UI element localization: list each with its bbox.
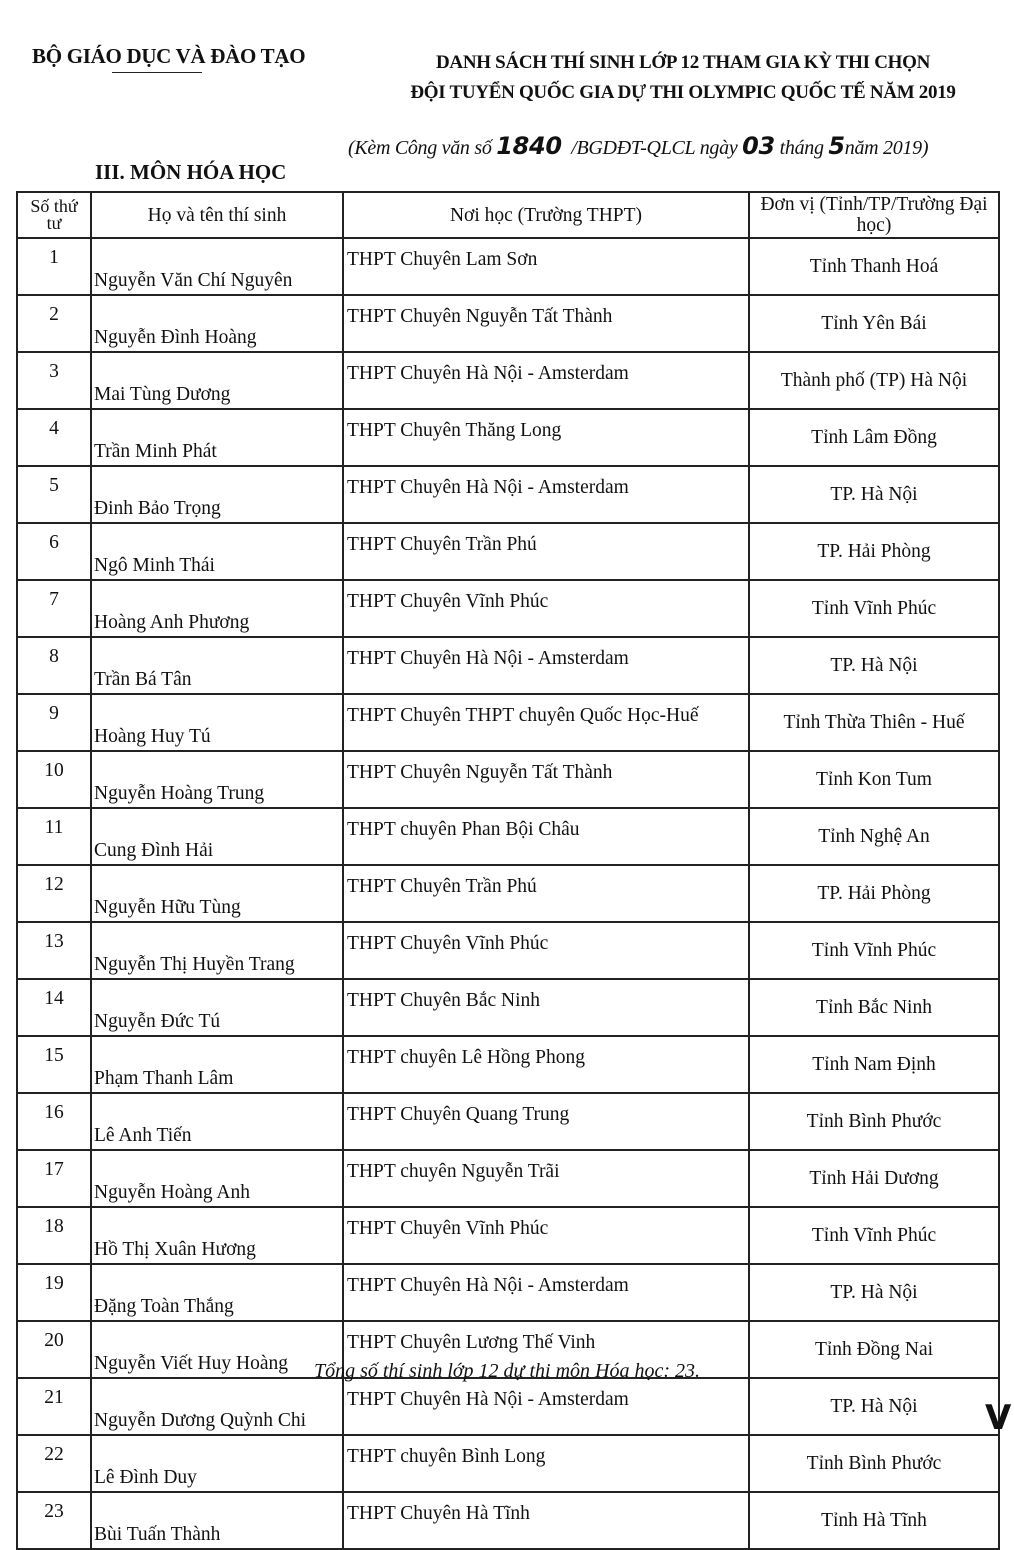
candidate-name: Bùi Tuấn Thành <box>91 1492 343 1549</box>
candidate-name: Nguyễn Hoàng Trung <box>91 751 343 808</box>
row-number: 10 <box>17 751 91 808</box>
school-name: THPT Chuyên Hà Nội - Amsterdam <box>343 637 749 694</box>
row-number: 1 <box>17 238 91 295</box>
table-row <box>17 1264 999 1321</box>
school-name: THPT Chuyên Hà Nội - Amsterdam <box>343 466 749 523</box>
table-row <box>17 1207 999 1264</box>
unit-name: TP. Hà Nội <box>749 637 999 694</box>
unit-name: Tỉnh Bình Phước <box>749 1435 999 1492</box>
unit-name: Tỉnh Thanh Hoá <box>749 238 999 295</box>
table-row <box>17 466 999 523</box>
candidate-name: Nguyễn Viết Huy Hoàng <box>91 1321 343 1378</box>
section-title: III. MÔN HÓA HỌC <box>95 160 287 184</box>
row-number: 21 <box>17 1378 91 1435</box>
row-number: 20 <box>17 1321 91 1378</box>
unit-name: Tỉnh Nghệ An <box>749 808 999 865</box>
ref-prefix: (Kèm Công văn số <box>348 137 497 159</box>
table-row <box>17 865 999 922</box>
row-number: 4 <box>17 409 91 466</box>
row-number: 16 <box>17 1093 91 1150</box>
row-number: 8 <box>17 637 91 694</box>
candidate-name: Trần Bá Tân <box>91 637 343 694</box>
table-row <box>17 1435 999 1492</box>
unit-name: TP. Hải Phòng <box>749 523 999 580</box>
unit-name: Tỉnh Hải Dương <box>749 1150 999 1207</box>
row-number: 3 <box>17 352 91 409</box>
unit-name: Tỉnh Bình Phước <box>749 1093 999 1150</box>
candidate-name: Mai Tùng Dương <box>91 352 343 409</box>
row-number: 19 <box>17 1264 91 1321</box>
unit-name: TP. Hà Nội <box>749 1264 999 1321</box>
school-name: THPT Chuyên Vĩnh Phúc <box>343 922 749 979</box>
school-name: THPT Chuyên Vĩnh Phúc <box>343 1207 749 1264</box>
reference-line <box>348 132 928 160</box>
candidate-name: Hoàng Anh Phương <box>91 580 343 637</box>
school-name: THPT Chuyên Vĩnh Phúc <box>343 580 749 637</box>
col-header-number: Số thứ tư <box>17 192 91 238</box>
school-name: THPT Chuyên THPT chuyên Quốc Học-Huế <box>343 694 749 751</box>
unit-name: TP. Hà Nội <box>749 1378 999 1435</box>
candidate-name: Phạm Thanh Lâm <box>91 1036 343 1093</box>
table-row <box>17 352 999 409</box>
row-number: 5 <box>17 466 91 523</box>
unit-name: Tỉnh Lâm Đồng <box>749 409 999 466</box>
ministry-text: BỘ GIÁO DỤC VÀ ĐÀO TẠO <box>32 44 306 68</box>
candidate-name: Nguyễn Văn Chí Nguyên <box>91 238 343 295</box>
row-number: 9 <box>17 694 91 751</box>
school-name: THPT chuyên Nguyễn Trãi <box>343 1150 749 1207</box>
school-name: THPT Chuyên Thăng Long <box>343 409 749 466</box>
row-number: 11 <box>17 808 91 865</box>
table-header-row <box>17 192 999 238</box>
candidate-table <box>16 191 1000 1550</box>
unit-name: Tỉnh Vĩnh Phúc <box>749 580 999 637</box>
title-line-1: DANH SÁCH THÍ SINH LỚP 12 THAM GIA KỲ THI CHỌN <box>435 52 930 73</box>
unit-name: Tỉnh Nam Định <box>749 1036 999 1093</box>
school-name: THPT chuyên Phan Bội Châu <box>343 808 749 865</box>
ministry-underline <box>112 72 202 73</box>
table-row <box>17 751 999 808</box>
table-row <box>17 637 999 694</box>
candidate-name: Nguyễn Hoàng Anh <box>91 1150 343 1207</box>
table-row <box>17 409 999 466</box>
row-number: 6 <box>17 523 91 580</box>
row-number: 22 <box>17 1435 91 1492</box>
row-number: 17 <box>17 1150 91 1207</box>
school-name: THPT Chuyên Hà Nội - Amsterdam <box>343 1264 749 1321</box>
table-row <box>17 580 999 637</box>
ministry-name <box>32 44 305 69</box>
unit-name: Tỉnh Hà Tĩnh <box>749 1492 999 1549</box>
school-name: THPT chuyên Lê Hồng Phong <box>343 1036 749 1093</box>
unit-name: Tỉnh Thừa Thiên - Huế <box>749 694 999 751</box>
table-row <box>17 1093 999 1150</box>
unit-name: Tỉnh Đồng Nai <box>749 1321 999 1378</box>
unit-name: Tỉnh Vĩnh Phúc <box>749 922 999 979</box>
candidate-name: Ngô Minh Thái <box>91 523 343 580</box>
row-number: 7 <box>17 580 91 637</box>
document-title <box>388 48 978 108</box>
school-name: THPT Chuyên Trần Phú <box>343 523 749 580</box>
row-number: 18 <box>17 1207 91 1264</box>
candidate-name: Lê Anh Tiến <box>91 1093 343 1150</box>
school-name: THPT Chuyên Quang Trung <box>343 1093 749 1150</box>
table-row <box>17 1036 999 1093</box>
school-name: THPT chuyên Bình Long <box>343 1435 749 1492</box>
school-name: THPT Chuyên Hà Nội - Amsterdam <box>343 352 749 409</box>
row-number: 2 <box>17 295 91 352</box>
unit-name: Tỉnh Vĩnh Phúc <box>749 1207 999 1264</box>
table-row <box>17 1492 999 1549</box>
school-name: THPT Chuyên Lương Thế Vinh <box>343 1321 749 1378</box>
school-name: THPT Chuyên Bắc Ninh <box>343 979 749 1036</box>
school-name: THPT Chuyên Hà Nội - Amsterdam <box>343 1378 749 1435</box>
title-line-2: ĐỘI TUYỂN QUỐC GIA DỰ THI OLYMPIC QUỐC TẾ NĂM 2019 <box>410 82 956 103</box>
ref-month: 5 <box>828 132 845 160</box>
school-name: THPT Chuyên Trần Phú <box>343 865 749 922</box>
table-row <box>17 1378 999 1435</box>
unit-name: Thành phố (TP) Hà Nội <box>749 352 999 409</box>
candidate-name: Trần Minh Phát <box>91 409 343 466</box>
school-name: THPT Chuyên Hà Tĩnh <box>343 1492 749 1549</box>
school-name: THPT Chuyên Nguyễn Tất Thành <box>343 751 749 808</box>
table-row <box>17 694 999 751</box>
ref-number: 1840 <box>496 132 562 160</box>
unit-name: Tỉnh Bắc Ninh <box>749 979 999 1036</box>
table-row <box>17 238 999 295</box>
row-number: 12 <box>17 865 91 922</box>
candidate-name: Đinh Bảo Trọng <box>91 466 343 523</box>
row-number: 15 <box>17 1036 91 1093</box>
col-header-school: Nơi học (Trường THPT) <box>343 192 749 238</box>
table-row <box>17 295 999 352</box>
candidate-name: Đặng Toàn Thắng <box>91 1264 343 1321</box>
row-number: 23 <box>17 1492 91 1549</box>
candidate-name: Nguyễn Thị Huyền Trang <box>91 922 343 979</box>
unit-name: Tỉnh Kon Tum <box>749 751 999 808</box>
candidate-name: Lê Đình Duy <box>91 1435 343 1492</box>
candidate-name: Hồ Thị Xuân Hương <box>91 1207 343 1264</box>
ref-month-label: tháng <box>774 137 829 159</box>
col-header-name: Họ và tên thí sinh <box>91 192 343 238</box>
unit-name: TP. Hải Phòng <box>749 865 999 922</box>
ref-day: 03 <box>742 132 775 160</box>
unit-name: TP. Hà Nội <box>749 466 999 523</box>
table-row <box>17 808 999 865</box>
candidate-name: Nguyễn Đình Hoàng <box>91 295 343 352</box>
row-number: 14 <box>17 979 91 1036</box>
unit-name: Tỉnh Yên Bái <box>749 295 999 352</box>
row-number: 13 <box>17 922 91 979</box>
col-header-unit: Đơn vị (Tỉnh/TP/Trường Đại học) <box>749 192 999 238</box>
candidate-name: Nguyễn Đức Tú <box>91 979 343 1036</box>
candidate-name: Hoàng Huy Tú <box>91 694 343 751</box>
table-row <box>17 979 999 1036</box>
ref-middle: /BGDĐT-QLCL ngày <box>561 137 743 159</box>
ref-suffix: năm 2019) <box>844 137 929 159</box>
candidate-name: Nguyễn Dương Quỳnh Chi <box>91 1378 343 1435</box>
table-row <box>17 922 999 979</box>
total-count-note: Tổng số thí sinh lớp 12 dự thi môn Hóa học: 23. <box>313 1360 701 1382</box>
school-name: THPT Chuyên Lam Sơn <box>343 238 749 295</box>
school-name: THPT Chuyên Nguyễn Tất Thành <box>343 295 749 352</box>
candidate-name: Nguyễn Hữu Tùng <box>91 865 343 922</box>
table-row <box>17 523 999 580</box>
table-row <box>17 1150 999 1207</box>
candidate-name: Cung Đình Hải <box>91 808 343 865</box>
signature-mark: V <box>985 1398 1012 1438</box>
